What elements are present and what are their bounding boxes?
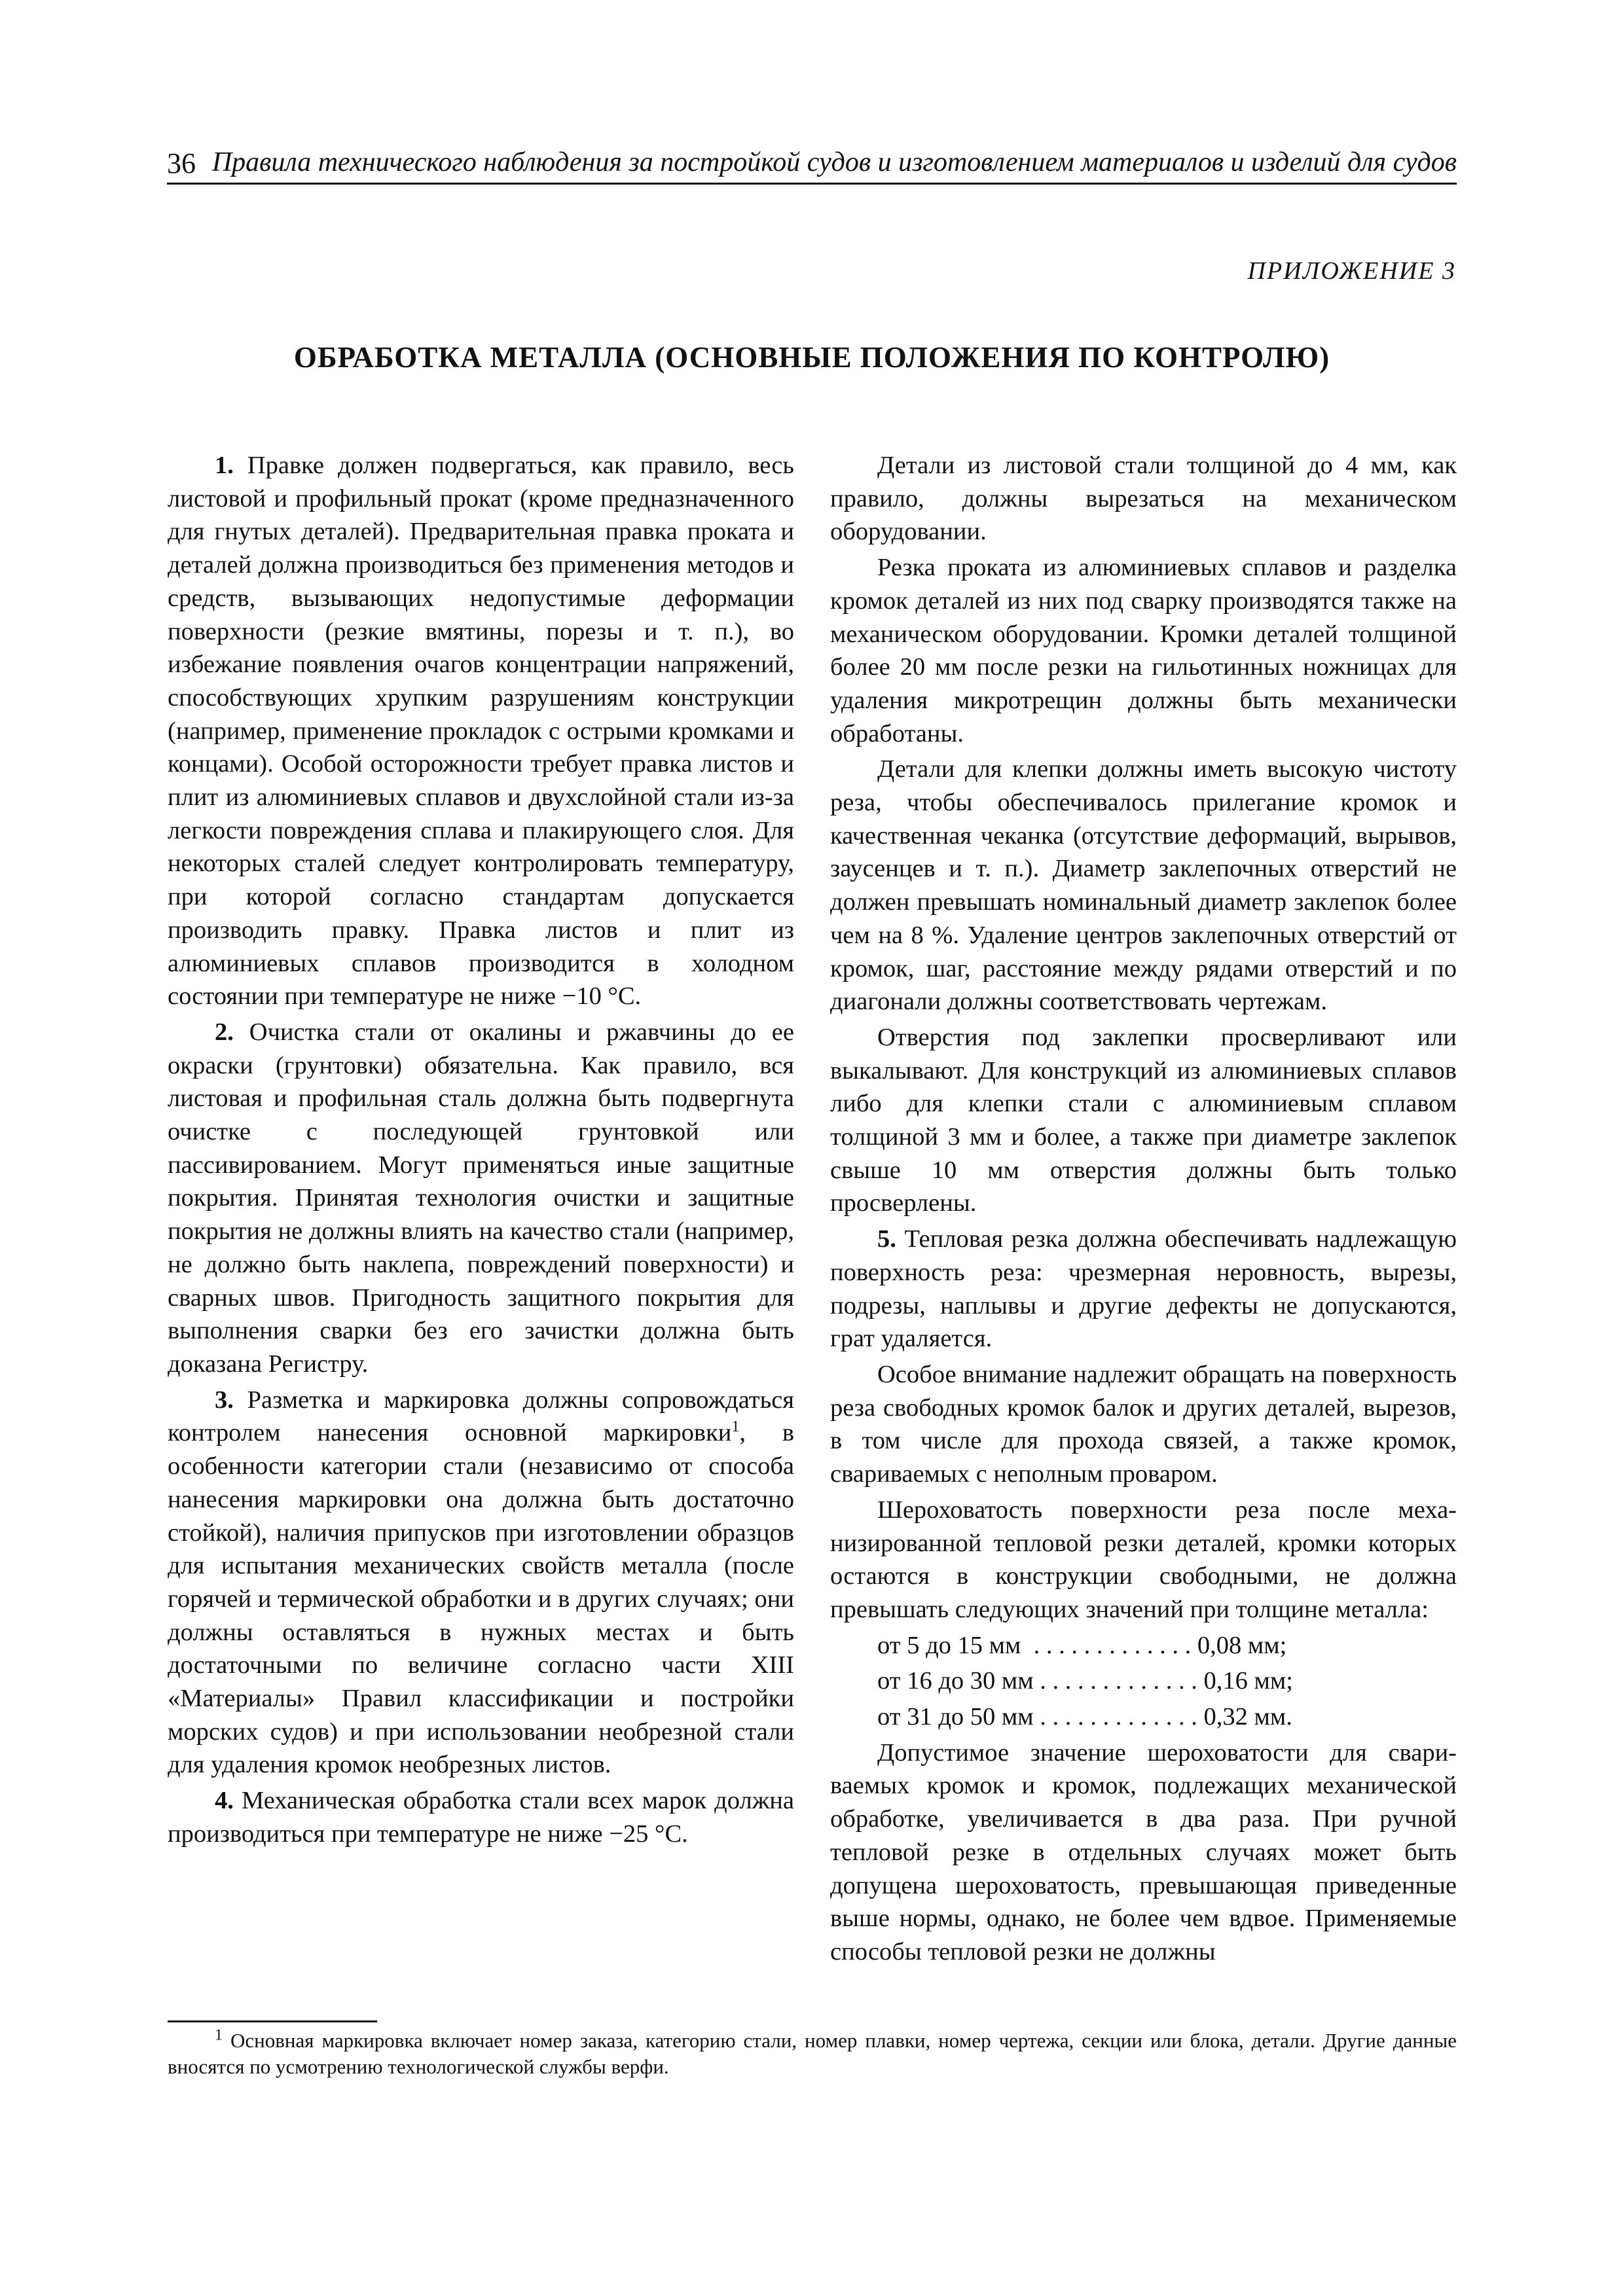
- paragraph-text: Резка проката из алюминиевых сплавов и разделка кромок деталей из них под сварку производятся также на механическом оборудовании. Кромки деталей толщиной более 20 мм после резки на гильотинных ножницах для удаления микротрещин должны быть механически обработаны.: [830, 554, 1457, 747]
- page-title: ОБРАБОТКА МЕТАЛЛА (ОСНОВНЫЕ ПОЛОЖЕНИЯ ПО КОНТРОЛЮ): [293, 341, 1330, 374]
- roughness-value: 0,08 мм;: [1197, 1631, 1287, 1659]
- paragraph-text: Особое внимание надлежит обращать на поверхность реза свободных кромок балок и других деталей, вырезов, в том числе для прохода связей, а также кромок, свариваемых с неполным проваром.: [830, 1360, 1457, 1488]
- paragraph-text: Допустимое значение шероховатости для свариваемых кромок и кромок, подлежащих механической обработке, увеличивается в два раза. При ручной тепловой резке в отдельных случаях может быть допущена шероховатость, превышающая приведенные выше нормы, однако, не более чем вдвое. Применяемые способы тепловой резки не должны: [830, 1738, 1457, 1965]
- paragraph-text: Шероховатость поверхности реза после механизированной тепловой резки деталей, кромки которых остаются в конструкции свободными, не должна превышать следующих значений при толщине металла:: [830, 1496, 1457, 1623]
- footnote: [168, 2028, 1457, 2080]
- paragraph-text: Правке должен подвергаться, как правило, весь листовой и профильный прокат (кроме предназначенного для гнутых деталей). Предварительная правка проката и деталей должна производиться без применения методов и средств, вызывающих недопустимые деформации поверхности (резкие вмятины, порезы и т. п.), во избежание появления очагов концентрации напряжений, способствующих хрупким разрушениям конструкции (например, применение прокладок с острыми кромками и концами). Особой осторожности требует правка листов и плит из алюминиевых сплавов и двухслойной стали из-за легкости повреждения сплава и плакирующего слоя. Для некоторых сталей следует контролировать температуру, при которой согласно стандартам допускается производить правку. Правка листов и плит из алюминиевых сплавов производится в холодном состоянии при температуре не ниже −10 °С.: [168, 452, 794, 1011]
- appendix-label: ПРИЛОЖЕНИЕ 3: [1247, 257, 1456, 285]
- right-column: [830, 449, 1457, 1969]
- paragraph-text: , в особенности категории стали (независимо от способа нанесения маркировки она должна быть достаточно стойкой), наличия припусков при изготовлении образцов для испытания механических свойств металла (после горячей и термической обработки и в других случаях; они должны оставляться в нужных местах и быть достаточными по величине согласно части XIII «Материалы» Правил классификации и постройки морских судов) и при использовании необрезной стали для удаления кромок необрезных листов.: [168, 1419, 794, 1779]
- paragraph-text: Детали из листовой стали толщиной до 4 мм, как правило, должны вырезаться на механическом оборудовании.: [830, 452, 1457, 546]
- roughness-row: [830, 1700, 1457, 1734]
- footnote-rule: [168, 2020, 377, 2022]
- footnote-text: Основная маркировка включает номер заказа, категорию стали, номер плавки, номер чертежа, секции или блока, детали. Другие данные вносятся по усмотрению технологической службы верфи.: [168, 2029, 1457, 2078]
- paragraph-number: 2.: [215, 1018, 234, 1046]
- paragraph-number: 4.: [215, 1787, 234, 1815]
- paragraph-number: 3.: [215, 1386, 234, 1414]
- paragraph-text: Очистка стали от окалины и ржавчины до ее окраски (грунтовки) обязательна. Как правило, вся листовая и профильная сталь должна быть подвергнута очистке с последующей грунтовкой или пассивированием. Могут применяться иные защитные покрытия. Принятая технология очистки и защитные покрытия не должны влиять на качество стали (например, не должно быть наклепа, повреждений поверхности) и сварных швов. Пригодность защитного покрытия для выполнения сварки без его зачистки должна быть доказана Регистру.: [168, 1018, 794, 1378]
- thickness-range: от 16 до 30 мм: [877, 1667, 1034, 1695]
- roughness-value: 0,32 мм.: [1203, 1703, 1292, 1731]
- paragraph-text: Детали для клепки должны иметь высокую чистоту реза, чтобы обеспечивалось прилегание кромок и качественная чеканка (отсутствие деформаций, вырывов, заусенцев и т. п.). Диаметр заклепочных отверстий не должен превышать номинальный диаметр заклепок более чем на 8 %. Удаление центров заклепочных отверстий от кромок, шаг, расстояние между рядами отверстий и по диагонали должны соответствовать чертежам.: [830, 755, 1457, 1016]
- header-rule: [167, 183, 1457, 185]
- paragraph-text: Тепловая резка должна обеспечивать надлежащую поверхность реза: чрезмерная неровность, вырезы, подрезы, наплывы и другие дефекты не допускаются, грат удаляется.: [830, 1225, 1457, 1353]
- paragraph-2: [168, 1016, 794, 1381]
- footnote-reference: 1: [731, 1418, 740, 1436]
- paragraph-number: 5.: [877, 1225, 896, 1253]
- paragraph-text: Разметка и маркировка должны сопровождаться контролем нанесения основной маркировки: [168, 1386, 794, 1447]
- running-title: Правила технического наблюдения за постройкой судов и изготовлением материалов и изделий для судов: [211, 147, 1457, 177]
- left-column: [168, 449, 794, 1851]
- paragraph-3: [168, 1384, 794, 1782]
- dot-leader: . . . . . . . . . . . . .: [1033, 1667, 1204, 1695]
- roughness-row: [830, 1664, 1457, 1698]
- paragraph-1: [168, 449, 794, 1013]
- thickness-range: от 31 до 50 мм: [877, 1703, 1034, 1731]
- paragraph-4: [168, 1784, 794, 1850]
- paragraph-text: Механическая обработка стали всех марок должна производиться при температуре не ниже −25 °С.: [168, 1787, 794, 1848]
- thickness-range: от 5 до 15 мм: [877, 1631, 1021, 1659]
- paragraph-number: 1.: [215, 452, 234, 479]
- page-number: 36: [167, 147, 196, 179]
- paragraph-text: Отверстия под заклепки просверливают или выкалывают. Для конструкций из алюминиевых сплавов либо для клепки стали с алюминиевым сплавом толщиной 3 мм и более, а также при диаметре заклепок свыше 10 мм отверстия должны быть только просверлены.: [830, 1023, 1457, 1217]
- roughness-value: 0,16 мм;: [1203, 1667, 1293, 1695]
- dot-leader: . . . . . . . . . . . . .: [1021, 1631, 1197, 1659]
- roughness-row: [830, 1629, 1457, 1662]
- footnote-marker: 1: [215, 2026, 223, 2044]
- paragraph-5: [830, 1223, 1457, 1355]
- running-header: [167, 143, 1457, 185]
- dot-leader: . . . . . . . . . . . . .: [1033, 1703, 1204, 1731]
